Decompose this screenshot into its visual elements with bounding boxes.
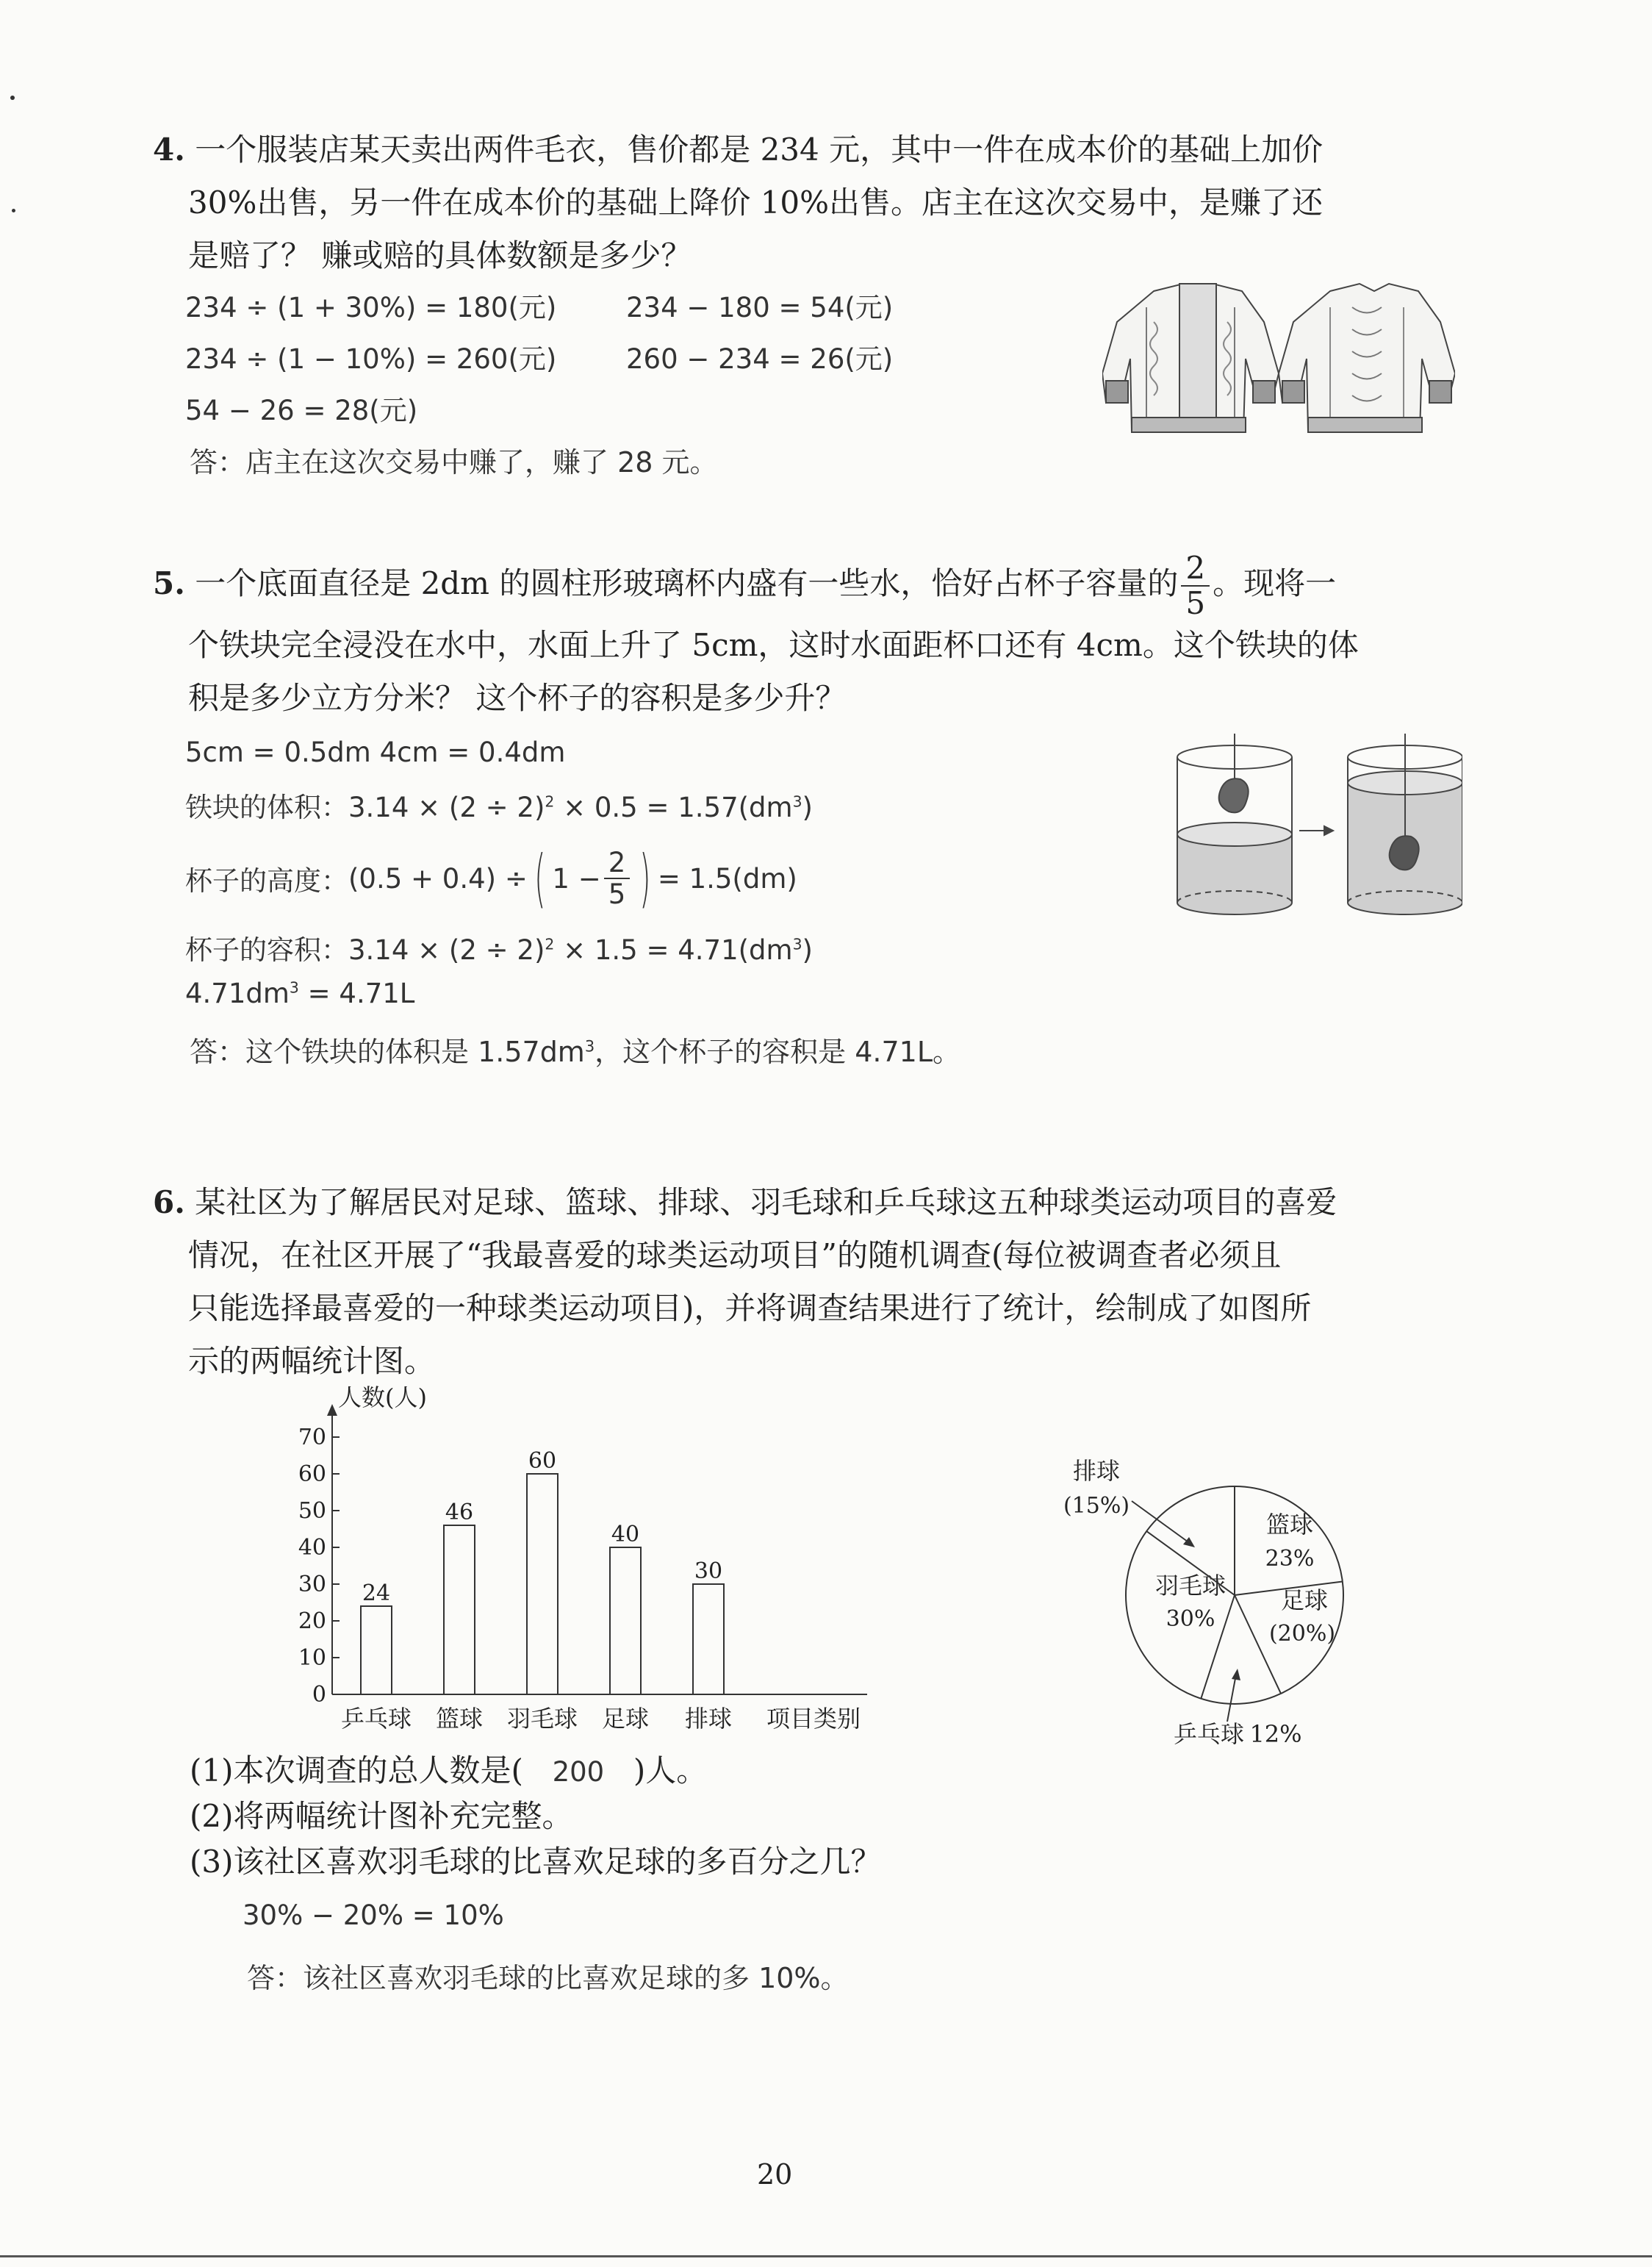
bar-value-label: 46	[445, 1500, 474, 1525]
q4-line-1: 一个服装店某天卖出两件毛衣，售价都是 234 元，其中一件在成本价的基础上加价	[195, 132, 1324, 168]
y-tick-label: 20	[298, 1608, 326, 1634]
q5-cup-volume	[185, 928, 813, 967]
q5-iron-label: 铁块的体积：	[185, 792, 348, 823]
pie-label: 排球	[1072, 1457, 1121, 1485]
q5-fraction	[1181, 550, 1210, 621]
bar-乒乓球	[361, 1606, 392, 1694]
bar-chart	[279, 1382, 897, 1742]
q5-answer	[190, 1029, 960, 1070]
q5-line-1-end: 。现将一	[1213, 565, 1337, 601]
x-tick-label: 足球	[601, 1705, 650, 1733]
q4-work-5: 54 − 26 = 28(元)	[185, 395, 418, 426]
q5-vol-label: 杯子的容积：	[185, 934, 348, 966]
q6-sub2: (2)将两幅统计图补充完整。	[190, 1798, 573, 1834]
q5-line-1: 一个底面直径是 2dm 的圆柱形玻璃杯内盛有一些水，恰好占杯子容量的	[195, 565, 1179, 601]
q5-iron-volume	[185, 785, 813, 825]
q6-sub1	[190, 1748, 707, 1795]
q5-paren-right: )	[639, 842, 651, 915]
pie-value-label: 12%	[1249, 1720, 1302, 1748]
q6-sub1-before: (1)本次调查的总人数是(	[190, 1752, 523, 1788]
q5-answer-sup3: 3	[584, 1037, 595, 1056]
q5-answer-a: 答：这个铁块的体积是 1.57dm	[190, 1036, 585, 1068]
q5-iron-sup3: 3	[792, 792, 802, 811]
pie-value-label: (15%)	[1063, 1493, 1130, 1519]
q6-line-4: 示的两幅统计图。	[188, 1343, 436, 1379]
q6-text	[153, 1176, 1337, 1388]
cylinder-before-icon	[1177, 734, 1292, 914]
bar-篮球	[444, 1525, 475, 1694]
q4-work-4: 260 − 234 = 26(元)	[626, 343, 894, 375]
arrow-icon	[1299, 826, 1333, 835]
q5-frac-den: 5	[1185, 585, 1206, 621]
q4-answer: 答：店主在这次交易中赚了，赚了 28 元。	[190, 446, 718, 479]
sweater-left-icon	[1102, 284, 1279, 432]
q5-vol-end: )	[802, 934, 813, 966]
q5-height-left: (0.5 + 0.4) ÷	[348, 862, 528, 895]
q5-cup-height	[185, 838, 797, 919]
y-tick-label: 40	[298, 1535, 326, 1561]
q5-vol-sup2: 2	[545, 935, 555, 953]
y-axis-label: 人数(人)	[338, 1383, 427, 1411]
sweater-right-icon	[1279, 284, 1455, 432]
q5-line-2: 个铁块完全浸没在水中，水面上升了 5cm，这时水面距杯口还有 4cm。这个铁块的体	[188, 627, 1359, 663]
margin-mark-1	[10, 96, 15, 100]
q5-conversion	[185, 978, 414, 1009]
q5-iron-calc2: × 0.5 = 1.57(dm	[554, 792, 793, 823]
q5-unit-conversion: 5cm = 0.5dm 4cm = 0.4dm	[185, 737, 566, 768]
leader-arrow-volleyball	[1183, 1537, 1195, 1547]
q6-number: 6.	[153, 1184, 185, 1220]
bar-value-label: 60	[528, 1448, 557, 1474]
bar-足球	[610, 1547, 641, 1694]
y-axis-arrow	[327, 1404, 337, 1416]
x-tick-label: 排球	[684, 1705, 733, 1733]
sweaters-illustration	[1102, 278, 1455, 440]
q4-work-3: 234 ÷ (1 − 10%) = 260(元)	[185, 343, 557, 375]
bar-羽毛球	[527, 1474, 558, 1694]
y-tick-label: 50	[298, 1498, 326, 1524]
y-tick-label: 60	[298, 1461, 326, 1487]
q5-height-right: = 1.5(dm)	[657, 862, 797, 895]
bar-value-label: 40	[611, 1522, 640, 1547]
leader-line-pingpong	[1227, 1675, 1236, 1722]
q4-work-2: 234 − 180 = 54(元)	[626, 292, 894, 323]
q5-height-fraction	[604, 849, 631, 908]
bar-排球	[693, 1584, 724, 1694]
q5-height-frac-num: 2	[604, 849, 631, 879]
leader-line-volleyball	[1132, 1501, 1190, 1544]
q4-line-2: 30%出售，另一件在成本价的基础上降价 10%出售。店主在这次交易中，是赚了还	[188, 185, 1324, 221]
q4-work-1: 234 ÷ (1 + 30%) = 180(元)	[185, 292, 557, 323]
q5-height-one: 1 −	[552, 862, 601, 895]
cylinder-after-icon	[1348, 734, 1462, 914]
y-tick-label: 10	[298, 1645, 326, 1671]
q5-vol-sup3: 3	[792, 935, 802, 953]
q5-paren-left: (	[534, 842, 546, 915]
q5-text	[153, 550, 1359, 725]
page-number: 20	[757, 2158, 793, 2191]
q5-conv-b: = 4.71L	[298, 978, 415, 1009]
q6-sub3-answer: 答：该社区喜欢羽毛球的比喜欢足球的多 10%。	[247, 1962, 849, 1994]
q5-iron-calc: 3.14 × (2 ÷ 2)	[348, 792, 545, 823]
q5-vol-calc: 3.14 × (2 ÷ 2)	[348, 934, 545, 966]
q6-sub1-answer: 200	[552, 1756, 605, 1788]
x-axis-label: 项目类别	[766, 1705, 861, 1733]
y-tick-label: 30	[298, 1572, 326, 1597]
x-tick-label: 乒乓球	[340, 1705, 412, 1733]
q6-sub3-work: 30% − 20% = 10%	[243, 1899, 504, 1931]
q6-line-2: 情况，在社区开展了“我最喜爱的球类运动项目”的随机调查(每位被调查者必须且	[188, 1237, 1282, 1273]
q5-height-frac-den: 5	[608, 878, 626, 910]
q5-frac-num: 2	[1181, 553, 1210, 587]
y-tick-label: 0	[312, 1682, 326, 1708]
x-tick-label: 篮球	[435, 1705, 484, 1733]
q4-line-3: 是赔了？ 赚或赔的具体数额是多少？	[188, 237, 692, 273]
pie-value-label: (20%)	[1268, 1621, 1336, 1647]
pie-label: 乒乓球	[1173, 1720, 1245, 1748]
x-tick-label: 羽毛球	[506, 1705, 578, 1733]
pie-chart	[1044, 1441, 1426, 1750]
q5-line-3: 积是多少立方分米？ 这个杯子的容积是多少升？	[188, 680, 847, 716]
bar-value-label: 30	[694, 1558, 723, 1584]
q4-number: 4.	[153, 132, 185, 168]
q6-sub3: (3)该社区喜欢羽毛球的比喜欢足球的多百分之几？	[190, 1844, 882, 1880]
q5-conv-a: 4.71dm	[185, 978, 290, 1009]
pie-value-label: 30%	[1166, 1606, 1215, 1632]
q6-line-1: 某社区为了解居民对足球、篮球、排球、羽毛球和乒乓球这五种球类运动项目的喜爱	[195, 1184, 1337, 1220]
cylinders-illustration	[1168, 728, 1462, 919]
y-tick-label: 70	[298, 1425, 326, 1450]
q5-number: 5.	[153, 565, 185, 601]
bar-value-label: 24	[362, 1580, 391, 1606]
bottom-border	[0, 2255, 1652, 2257]
q5-iron-end: )	[802, 792, 813, 823]
q5-height-label: 杯子的高度：	[185, 865, 348, 897]
q6-sub1-after: )人。	[633, 1752, 708, 1788]
q5-conv-sup3: 3	[289, 978, 299, 997]
pie-label: 足球	[1280, 1586, 1329, 1614]
pie-label: 羽毛球	[1154, 1572, 1227, 1600]
q4-text	[153, 123, 1323, 282]
pie-label: 篮球	[1265, 1511, 1314, 1539]
q5-iron-sup2: 2	[545, 792, 555, 811]
leader-arrow-pingpong	[1232, 1669, 1240, 1680]
pie-value-label: 23%	[1265, 1546, 1315, 1572]
q5-answer-b: ，这个杯子的容积是 4.71L。	[595, 1036, 960, 1068]
q5-vol-calc2: × 1.5 = 4.71(dm	[554, 934, 793, 966]
margin-mark-2	[12, 209, 15, 212]
q6-line-3: 只能选择最喜爱的一种球类运动项目)，并将调查结果进行了统计，绘制成了如图所	[188, 1290, 1312, 1326]
